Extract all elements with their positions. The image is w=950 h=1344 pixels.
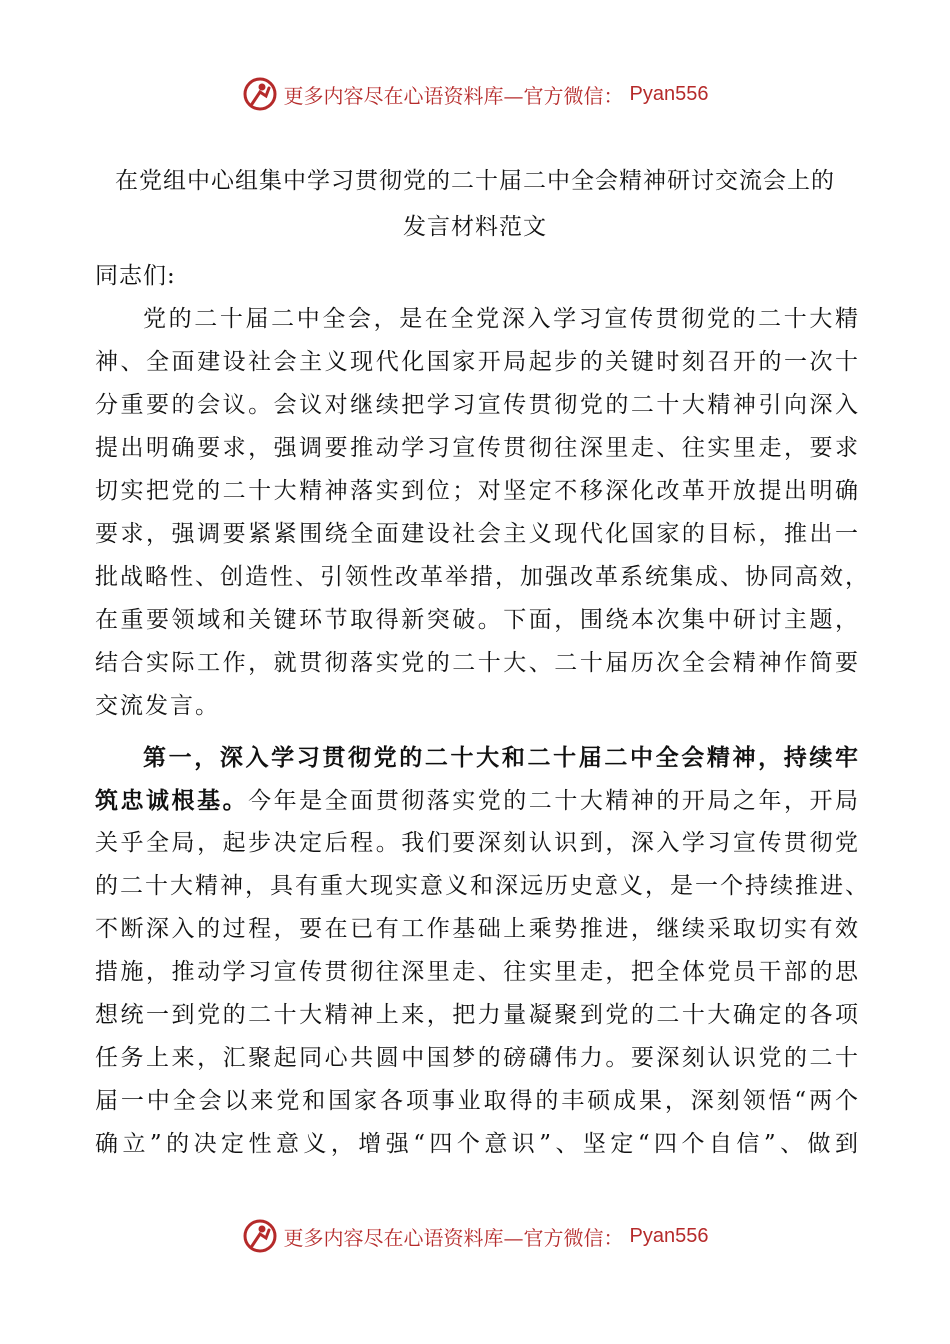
title-line-1: 在党组中心组集中学习贯彻党的二十届二中全会精神研讨交流会上的 — [115, 168, 835, 194]
paragraph-line: 切实把党的二十大精神落实到位；对坚定不移深化改革开放提出明确 — [95, 478, 860, 504]
paragraph-line: 不断深入的过程，要在已有工作基础上乘势推进，继续采取切实有效 — [95, 916, 860, 942]
paragraph-line: 要求，强调要紧紧围绕全面建设社会主义现代化国家的目标，推出一 — [95, 521, 860, 547]
paragraph-line: 在重要领域和关键环节取得新突破。下面，围绕本次集中研讨主题， — [95, 607, 860, 633]
paragraph-line: 关乎全局，起步决定后程。我们要深刻认识到，深入学习宣传贯彻党 — [95, 830, 860, 856]
banner-text: 更多内容尽在心语资料库—官方微信： — [283, 83, 624, 108]
paragraph-line: 党的二十届二中全会，是在全党深入学习宣传贯彻党的二十大精 — [143, 306, 860, 332]
paragraph-line: 交流发言。 — [95, 693, 220, 719]
banner-contact: Pyan556 — [629, 82, 709, 105]
paragraph-1 — [95, 298, 870, 728]
title-line-2: 发言材料范文 — [403, 214, 547, 240]
paragraph-line: 批战略性、创造性、引领性改革举措，加强改革系统集成、协同高效， — [95, 564, 870, 590]
paragraph-line: 任务上来，汇聚起同心共圆中国梦的磅礴伟力。要深刻认识党的二十 — [95, 1045, 860, 1071]
paragraph-line: 措施，推动学习宣传贯彻往深里走、往实里走，把全体党员干部的思 — [95, 959, 860, 985]
section-heading-line: 第一，深入学习贯彻党的二十大和二十届二中全会精神，持续牢 — [143, 744, 860, 771]
greeting: 同志们: — [95, 263, 176, 289]
footer-banner — [0, 1214, 950, 1258]
paragraph-line: 想统一到党的二十大精神上来，把力量凝聚到党的二十大确定的各项 — [95, 1002, 860, 1028]
paragraph-line: 结合实际工作，就贯彻落实党的二十大、二十届历次全会精神作简要 — [95, 650, 860, 676]
paragraph-2 — [95, 736, 870, 1166]
header-banner — [0, 72, 950, 116]
paragraph-line: 确立”的决定性意义，增强“四个意识”、坚定“四个自信”、做到 — [95, 1131, 860, 1157]
paragraph-line: 届一中全会以来党和国家各项事业取得的丰硕成果，深刻领悟“两个 — [95, 1088, 860, 1114]
banner-contact: Pyan556 — [629, 1224, 709, 1247]
document-title — [60, 158, 890, 250]
section-heading-tail: 筑忠诚根基。 — [95, 787, 249, 814]
paragraph-line: 分重要的会议。会议对继续把学习宣传贯彻党的二十大精神引向深入 — [95, 392, 860, 418]
logo-icon — [242, 1218, 278, 1254]
paragraph-line: 神、全面建设社会主义现代化国家开局起步的关键时刻召开的一次十 — [95, 349, 860, 375]
paragraph-line: 的二十大精神，具有重大现实意义和深远历史意义，是一个持续推进、 — [95, 873, 870, 899]
paragraph-line: 提出明确要求，强调要推动学习宣传贯彻往深里走、往实里走，要求 — [95, 435, 860, 461]
banner-text: 更多内容尽在心语资料库—官方微信： — [283, 1225, 624, 1250]
paragraph-line — [95, 779, 860, 822]
paragraph-line-rest: 今年是全面贯彻落实党的二十大精神的开局之年，开局 — [248, 788, 861, 814]
logo-icon — [242, 76, 278, 112]
